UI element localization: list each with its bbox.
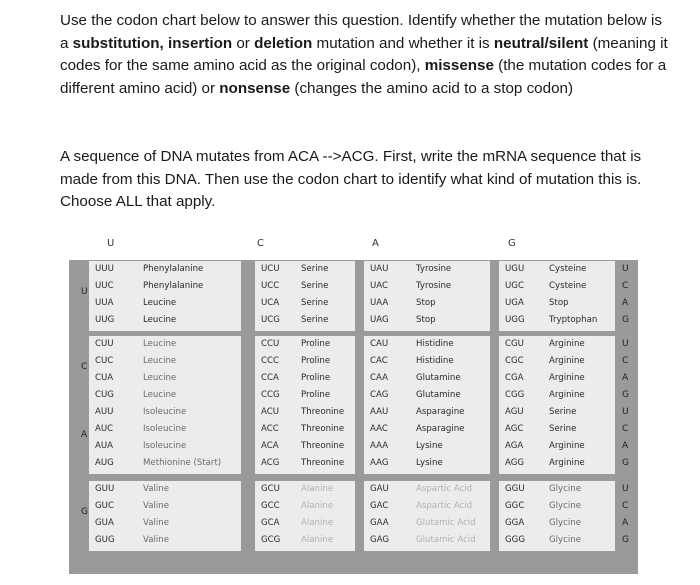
second-base-header-g: G <box>508 238 516 249</box>
question-instructions: Use the codon chart below to answer this question. Identify whether the mutation below is a substitution, insertion or deletion mutation and whether it is neutral/silent (meaning it codes for the same amino acid as the original codon), missense (the mutation codes for a different amino acid) or nonsense (changes the amino acid to a stop codon) <box>60 12 668 97</box>
amino-acid-label: Lysine <box>416 458 443 468</box>
codon-label: CUU <box>95 339 114 349</box>
codon-label: UCU <box>261 264 280 274</box>
amino-acid-label: Isoleucine <box>143 424 187 434</box>
codon-label: GUU <box>95 484 115 494</box>
codon-label: GAA <box>370 518 389 528</box>
codon-label: CCC <box>261 356 280 366</box>
amino-acid-label: Alanine <box>301 535 334 545</box>
third-base-letter: C <box>622 424 629 434</box>
second-base-header-u: U <box>107 238 115 249</box>
codon-label: UCG <box>261 315 280 325</box>
second-base-header-a: A <box>372 238 379 249</box>
codon-label: AGG <box>505 458 525 468</box>
codon-label: ACA <box>261 441 279 451</box>
codon-label: GUG <box>95 535 115 545</box>
codon-label: UGG <box>505 315 525 325</box>
codon-label: UAU <box>370 264 389 274</box>
codon-label: AAA <box>370 441 389 451</box>
amino-acid-label: Valine <box>143 518 169 528</box>
third-base-letter: A <box>622 518 629 528</box>
codon-label: GCC <box>261 501 280 511</box>
codon-label: CCA <box>261 373 279 383</box>
amino-acid-label: Arginine <box>549 356 585 366</box>
codon-label: AAU <box>370 407 389 417</box>
codon-label: GAC <box>370 501 389 511</box>
first-base-letter-c: C <box>81 362 88 372</box>
codon-label: CCG <box>261 390 280 400</box>
amino-acid-label: Proline <box>301 339 331 349</box>
codon-label: AGC <box>505 424 524 434</box>
amino-acid-label: Alanine <box>301 518 334 528</box>
codon-label: UUC <box>95 281 114 291</box>
amino-acid-label: Alanine <box>301 484 334 494</box>
amino-acid-label: Glycine <box>549 484 581 494</box>
codon-label: UUG <box>95 315 115 325</box>
codon-label: CAU <box>370 339 389 349</box>
amino-acid-label: Aspartic Acid <box>416 484 473 494</box>
first-base-letter-a: A <box>81 430 88 440</box>
amino-acid-label: Cysteine <box>549 281 587 291</box>
third-base-letter: A <box>622 298 629 308</box>
codon-label: UAA <box>370 298 389 308</box>
codon-label: CGU <box>505 339 524 349</box>
codon-label: CUA <box>95 373 114 383</box>
codon-label: CAC <box>370 356 388 366</box>
amino-acid-label: Cysteine <box>549 264 587 274</box>
amino-acid-label: Glutamine <box>416 373 461 383</box>
codon-label: CGA <box>505 373 524 383</box>
codon-label: AUG <box>95 458 114 468</box>
question-prompt: A sequence of DNA mutates from ACA -->ACG. First, write the mRNA sequence that is made from this DNA. Then use the codon chart to identify what kind of mutation this is. Choose ALL that apply. <box>60 148 642 211</box>
amino-acid-label: Stop <box>416 298 436 308</box>
codon-label: UUA <box>95 298 114 308</box>
amino-acid-label: Arginine <box>549 458 585 468</box>
codon-label: CGG <box>505 390 525 400</box>
codon-label: AGA <box>505 441 524 451</box>
codon-label: GGG <box>505 535 525 545</box>
amino-acid-label: Arginine <box>549 441 585 451</box>
amino-acid-label: Valine <box>143 484 169 494</box>
amino-acid-label: Glutamine <box>416 390 461 400</box>
amino-acid-label: Arginine <box>549 339 585 349</box>
codon-label: GAU <box>370 484 389 494</box>
codon-label: GUC <box>95 501 114 511</box>
codon-label: AAG <box>370 458 389 468</box>
amino-acid-label: Proline <box>301 390 331 400</box>
amino-acid-label: Threonine <box>301 441 345 451</box>
third-base-letter: U <box>622 339 629 349</box>
amino-acid-label: Alanine <box>301 501 334 511</box>
third-base-letter: C <box>622 501 629 511</box>
amino-acid-label: Methionine (Start) <box>143 458 222 468</box>
codon-label: CGC <box>505 356 524 366</box>
codon-label: GAG <box>370 535 390 545</box>
amino-acid-label: Arginine <box>549 390 585 400</box>
amino-acid-label: Histidine <box>416 339 454 349</box>
codon-label: ACC <box>261 424 279 434</box>
third-base-letter: C <box>622 356 629 366</box>
amino-acid-label: Asparagine <box>416 424 465 434</box>
third-base-letter: C <box>622 281 629 291</box>
codon-label: ACU <box>261 407 280 417</box>
amino-acid-label: Leucine <box>143 315 177 325</box>
amino-acid-label: Serine <box>549 424 577 434</box>
codon-label: CAA <box>370 373 388 383</box>
amino-acid-label: Glycine <box>549 518 581 528</box>
third-base-letter: U <box>622 407 629 417</box>
codon-label: AGU <box>505 407 524 417</box>
first-base-letter-g: G <box>81 507 88 517</box>
first-base-letter-u: U <box>81 287 88 297</box>
amino-acid-label: Serine <box>301 298 329 308</box>
codon-label: GUA <box>95 518 114 528</box>
codon-label: ACG <box>261 458 280 468</box>
third-base-letter: U <box>622 264 629 274</box>
codon-label: UGA <box>505 298 524 308</box>
amino-acid-label: Lysine <box>416 441 443 451</box>
amino-acid-label: Arginine <box>549 373 585 383</box>
codon-label: UAC <box>370 281 389 291</box>
amino-acid-label: Histidine <box>416 356 454 366</box>
amino-acid-label: Leucine <box>143 298 177 308</box>
codon-label: AAC <box>370 424 388 434</box>
amino-acid-label: Serine <box>549 407 577 417</box>
third-base-letter: U <box>622 484 629 494</box>
amino-acid-label: Leucine <box>143 373 177 383</box>
codon-label: GCA <box>261 518 280 528</box>
amino-acid-label: Proline <box>301 356 331 366</box>
amino-acid-label: Isoleucine <box>143 407 187 417</box>
amino-acid-label: Tyrosine <box>416 281 452 291</box>
third-base-letter: G <box>622 315 629 325</box>
amino-acid-label: Tyrosine <box>416 264 452 274</box>
codon-label: AUA <box>95 441 114 451</box>
codon-label: AUC <box>95 424 114 434</box>
amino-acid-label: Leucine <box>143 356 177 366</box>
codon-label: UAG <box>370 315 389 325</box>
codon-label: CCU <box>261 339 280 349</box>
amino-acid-label: Threonine <box>301 458 345 468</box>
amino-acid-label: Glycine <box>549 501 581 511</box>
amino-acid-label: Valine <box>143 501 169 511</box>
amino-acid-label: Leucine <box>143 339 177 349</box>
third-base-letter: G <box>622 458 629 468</box>
codon-label: CAG <box>370 390 389 400</box>
third-base-letter: G <box>622 535 629 545</box>
amino-acid-label: Threonine <box>301 424 345 434</box>
amino-acid-label: Asparagine <box>416 407 465 417</box>
third-base-letter: A <box>622 441 629 451</box>
amino-acid-label: Tryptophan <box>549 315 598 325</box>
amino-acid-label: Proline <box>301 373 331 383</box>
codon-chart <box>69 230 638 574</box>
codon-label: UUU <box>95 264 114 274</box>
amino-acid-label: Serine <box>301 264 329 274</box>
amino-acid-label: Serine <box>301 315 329 325</box>
amino-acid-label: Serine <box>301 281 329 291</box>
codon-label: GGU <box>505 484 525 494</box>
amino-acid-label: Phenylalanine <box>143 264 204 274</box>
second-base-header-c: C <box>257 238 264 249</box>
amino-acid-label: Phenylalanine <box>143 281 204 291</box>
third-base-letter: G <box>622 390 629 400</box>
codon-label: CUC <box>95 356 114 366</box>
amino-acid-label: Threonine <box>301 407 345 417</box>
amino-acid-label: Leucine <box>143 390 177 400</box>
amino-acid-label: Isoleucine <box>143 441 187 451</box>
amino-acid-label: Glycine <box>549 535 581 545</box>
codon-label: GGA <box>505 518 525 528</box>
codon-label: UCC <box>261 281 280 291</box>
codon-label: AUU <box>95 407 114 417</box>
third-base-letter: A <box>622 373 629 383</box>
codon-chart-header <box>69 230 638 260</box>
amino-acid-label: Stop <box>549 298 569 308</box>
amino-acid-label: Glutamic Acid <box>416 518 476 528</box>
codon-label: CUG <box>95 390 114 400</box>
amino-acid-label: Glutamic Acid <box>416 535 476 545</box>
codon-label: GCU <box>261 484 280 494</box>
codon-label: GGC <box>505 501 525 511</box>
codon-label: UGC <box>505 281 524 291</box>
amino-acid-label: Stop <box>416 315 436 325</box>
amino-acid-label: Valine <box>143 535 169 545</box>
amino-acid-label: Aspartic Acid <box>416 501 473 511</box>
codon-label: UGU <box>505 264 525 274</box>
codon-label: UCA <box>261 298 280 308</box>
codon-label: GCG <box>261 535 281 545</box>
